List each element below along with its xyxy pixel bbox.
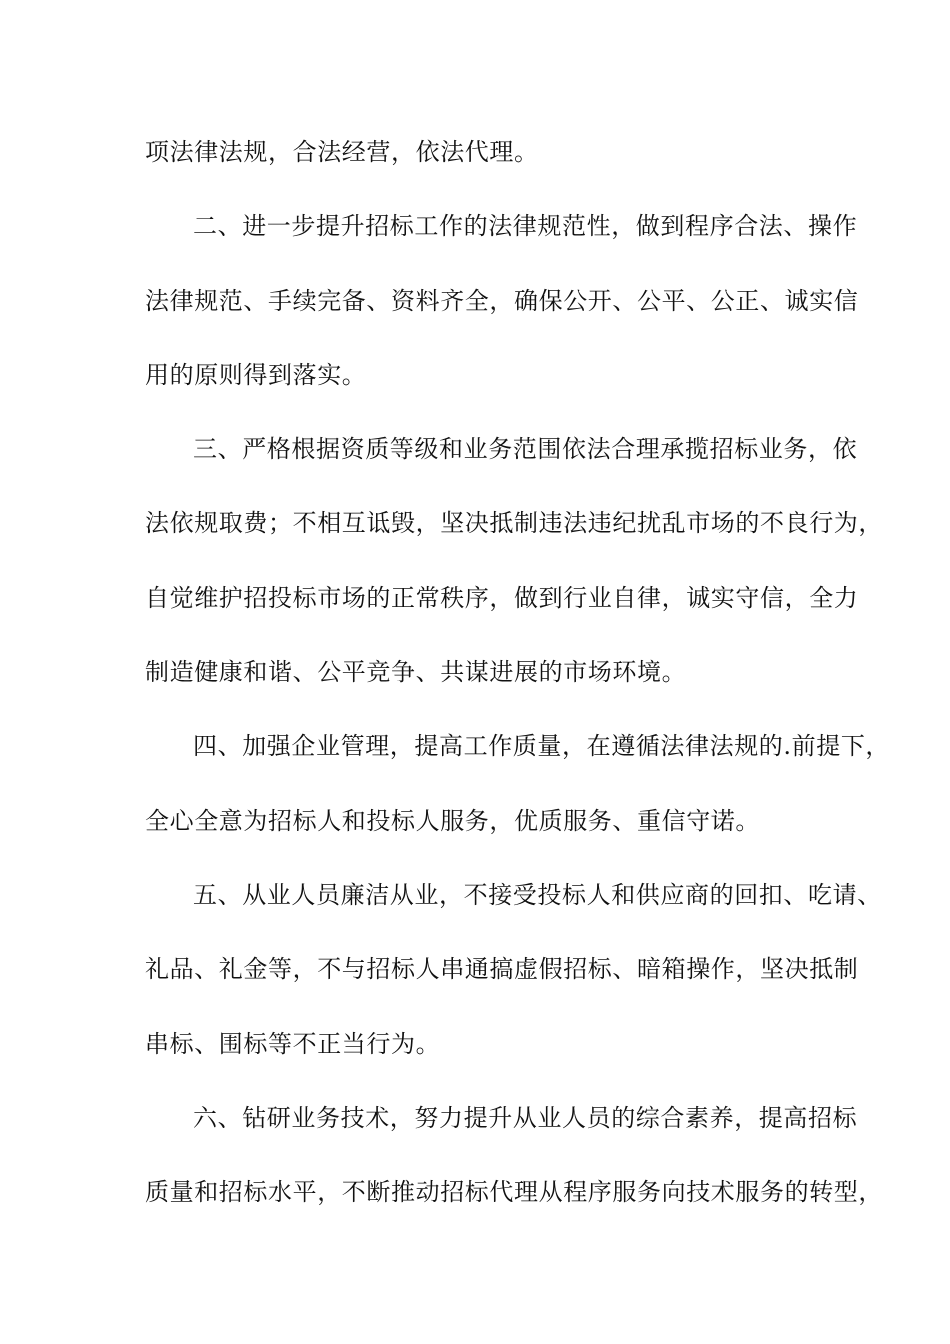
text-line: 项法律法规，合法经营，依法代理。 xyxy=(145,138,539,166)
text-line: 制造健康和谐、公平竞争、共谋进展的市场环境。 xyxy=(145,658,687,686)
text-line: 全心全意为招标人和投标人服务，优质服务、重信守诺。 xyxy=(145,807,760,835)
text-line: 法律规范、手续完备、资料齐全，确保公开、公平、公正、诚实信 xyxy=(145,287,859,315)
text-line: 质量和招标水平，不断推动招标代理从程序服务向技术服务的转型， xyxy=(145,1178,883,1206)
text-line: 礼品、礼金等，不与招标人串通搞虚假招标、暗箱操作，坚决抵制 xyxy=(145,955,859,983)
paragraph-start-line: 二、进一步提升招标工作的法律规范性，做到程序合法、操作 xyxy=(193,212,858,240)
paragraph-start-line: 五、从业人员廉洁从业，不接受投标人和供应商的回扣、吃请、 xyxy=(193,881,882,909)
text-line: 串标、围标等不正当行为。 xyxy=(145,1030,441,1058)
paragraph-start-line: 三、严格根据资质等级和业务范围依法合理承揽招标业务，依 xyxy=(193,435,858,463)
text-line: 用的原则得到落实。 xyxy=(145,361,367,389)
text-line: 自觉维护招投标市场的正常秩序，做到行业自律，诚实守信，全力 xyxy=(145,584,859,612)
text-line: 法依规取费；不相互诋毁，坚决抵制违法违纪扰乱市场的不良行为， xyxy=(145,509,883,537)
paragraph-start-line: 四、加强企业管理，提高工作质量，在遵循法律法规的.前提下， xyxy=(193,732,891,760)
paragraph-start-line: 六、钻研业务技术，努力提升从业人员的综合素养，提高招标 xyxy=(193,1104,858,1132)
